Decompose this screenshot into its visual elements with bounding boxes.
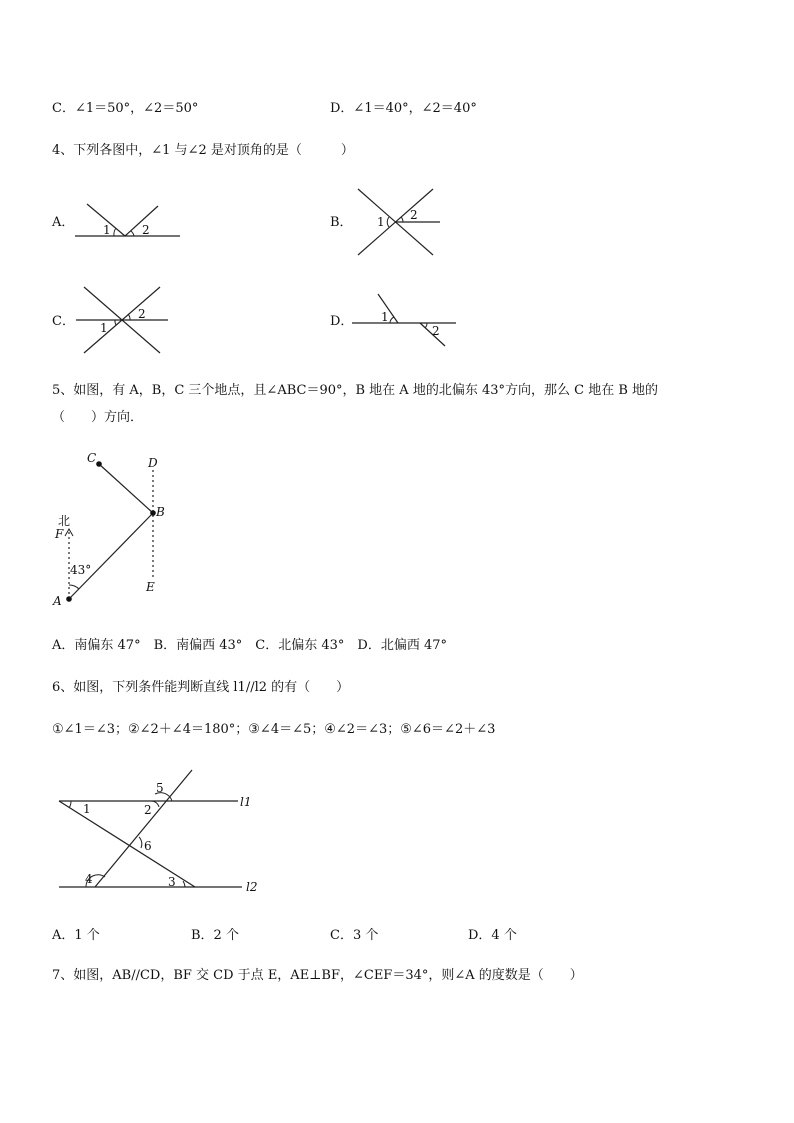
q4a-angle1-arc bbox=[114, 228, 116, 236]
q4b-angle2-label: 2 bbox=[410, 208, 418, 222]
q4b-angle2-arc bbox=[401, 217, 403, 222]
q6-option-b: B．2 个 bbox=[191, 928, 239, 943]
q5-segment-cb bbox=[99, 464, 153, 513]
q4-question: 4、下列各图中，∠1 与∠2 是对顶角的是（ ） bbox=[52, 143, 354, 158]
q4b-angle1-label: 1 bbox=[377, 215, 385, 229]
q4-option-d-label: D． bbox=[330, 314, 354, 329]
q4d-angle1-label: 1 bbox=[381, 310, 389, 324]
q4-figure-a bbox=[70, 200, 185, 245]
q4a-angle1-label: 1 bbox=[103, 223, 111, 237]
q6-option-c: C．3 个 bbox=[330, 928, 379, 943]
q6-angle1-arc bbox=[69, 801, 71, 808]
q6-angle2-arc bbox=[151, 801, 159, 807]
q4-option-a-label: A． bbox=[52, 215, 75, 230]
q5-options: A．南偏东 47° B．南偏西 43° C．北偏东 43° D．北偏西 47° bbox=[52, 638, 448, 653]
q5-point-c bbox=[96, 461, 102, 467]
q4-option-c-label: C． bbox=[52, 314, 75, 329]
q3-option-d: D．∠1＝40°，∠2＝40° bbox=[330, 101, 477, 116]
q5-point-a bbox=[66, 596, 72, 602]
q6-conditions: ①∠1＝∠3；②∠2＋∠4＝180°；③∠4＝∠5；④∠2＝∠3；⑤∠6＝∠2＋∠3 bbox=[52, 722, 496, 737]
q5-label-e: E bbox=[146, 580, 155, 594]
q3-option-c: C．∠1＝50°，∠2＝50° bbox=[52, 101, 199, 116]
q5-label-north: 北 bbox=[58, 514, 71, 528]
q4-figure-d bbox=[350, 290, 460, 350]
q4-figure-b bbox=[350, 183, 445, 261]
q6-question: 6、如图，下列条件能判断直线 l1//l2 的有（ ） bbox=[52, 680, 350, 695]
q4-option-b-label: B． bbox=[330, 215, 353, 230]
q5-label-d: D bbox=[148, 456, 158, 470]
q4b-angle1-arc bbox=[387, 217, 389, 227]
q5-label-b: B bbox=[156, 505, 165, 519]
q4d-angle1-arc bbox=[390, 317, 394, 323]
q6-label-6: 6 bbox=[144, 839, 152, 853]
q4c-angle2-label: 2 bbox=[138, 307, 146, 321]
q6-label-3: 3 bbox=[168, 875, 176, 889]
q6-label-2: 2 bbox=[144, 803, 152, 817]
q6-angle3-arc bbox=[183, 881, 185, 887]
q5-segment-ba bbox=[69, 513, 153, 599]
q6-label-4: 4 bbox=[85, 872, 93, 886]
q5-label-a: A bbox=[53, 594, 62, 608]
q6-label-l1: l1 bbox=[240, 795, 252, 809]
q5-label-f: F bbox=[55, 527, 64, 541]
q4-figure-c bbox=[72, 283, 172, 357]
q6-label-5: 5 bbox=[156, 781, 164, 795]
q4d-angle2-arc bbox=[425, 323, 427, 328]
q7-question: 7、如图，AB//CD，BF 交 CD 于点 E，AE⊥BF，∠CEF＝34°，则∠A 的度数是（ ） bbox=[52, 968, 583, 983]
q4c-angle1-arc bbox=[115, 320, 116, 325]
q5-angle-arc bbox=[69, 585, 79, 589]
q6-angle6-arc bbox=[139, 837, 142, 848]
q6-option-d: D．4 个 bbox=[468, 928, 517, 943]
q6-transversal bbox=[95, 770, 192, 887]
q6-figure bbox=[50, 765, 270, 897]
q5-figure bbox=[50, 448, 180, 613]
q5-point-b bbox=[150, 510, 156, 516]
q5-question-line2: （ ）方向． bbox=[52, 410, 144, 425]
q5-label-c: C bbox=[87, 451, 97, 465]
q4c-angle2-arc bbox=[128, 314, 130, 320]
q6-label-1: 1 bbox=[83, 802, 91, 816]
q4d-angle2-label: 2 bbox=[432, 324, 440, 338]
q4c-angle1-label: 1 bbox=[100, 321, 108, 335]
q6-label-l2: l2 bbox=[246, 880, 258, 894]
q5-label-angle: 43° bbox=[70, 563, 92, 577]
q5-question-line1: 5、如图，有 A，B，C 三个地点，且∠ABC＝90°，B 地在 A 地的北偏东 43°方向，那么 C 地在 B 地的 bbox=[52, 383, 659, 398]
q4a-angle2-arc bbox=[131, 231, 134, 236]
q4a-angle2-label: 2 bbox=[142, 223, 150, 237]
q6-option-a: A．1 个 bbox=[52, 928, 100, 943]
